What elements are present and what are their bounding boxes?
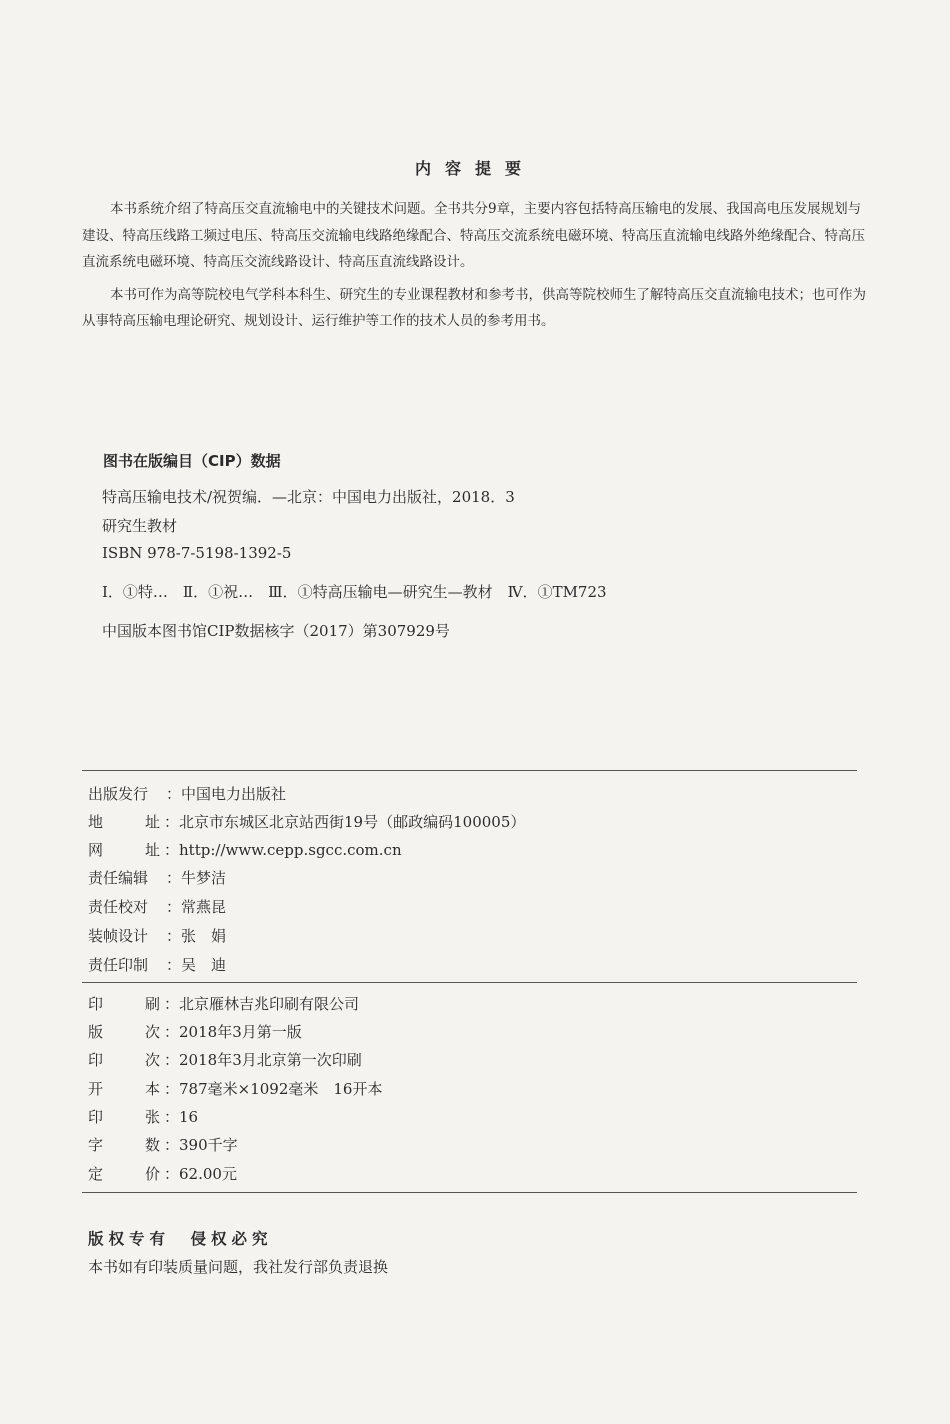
print-supervisor-row: 责任印制 ：吴 迪	[88, 953, 226, 977]
edition-value: 2018年3月第一版	[179, 1023, 302, 1041]
print-supervisor-label: 责任印制	[88, 956, 149, 974]
cip-line-classification: Ⅰ．①特… Ⅱ．①祝… Ⅲ．①特高压输电—研究生—教材 Ⅳ．①TM723	[102, 583, 607, 601]
impression-row: 印次 ：2018年3月北京第一次印刷	[88, 1048, 362, 1072]
print-supervisor-value: 吴 迪	[181, 956, 227, 974]
copyright-title: 版权专有 侵权必究	[88, 1230, 273, 1248]
cip-line-isbn: ISBN 978-7-5198-1392-5	[102, 544, 292, 562]
proofreader-label: 责任校对	[88, 898, 149, 916]
sheets-label: 印张	[88, 1108, 160, 1126]
price-value: 62.00元	[179, 1165, 237, 1183]
editor-row: 责任编辑 ：牛梦洁	[88, 866, 226, 890]
impression-label: 印次	[88, 1051, 160, 1069]
printer-value: 北京雁林吉兆印刷有限公司	[179, 995, 360, 1013]
designer-value: 张 娟	[181, 927, 227, 945]
edition-row: 版次 ：2018年3月第一版	[88, 1020, 302, 1044]
word-count-label: 字数	[88, 1136, 160, 1154]
proofreader-value: 常燕昆	[181, 898, 227, 916]
website-value: http://www.cepp.sgcc.com.cn	[179, 841, 402, 859]
website-label: 网址	[88, 841, 160, 859]
impression-value: 2018年3月北京第一次印刷	[179, 1051, 362, 1069]
address-label: 地址	[88, 813, 160, 831]
address-row: 地址 ：北京市东城区北京站西街19号（邮政编码100005）	[88, 810, 525, 834]
summary-paragraph: 本书系统介绍了特高压交直流输电中的关键技术问题。全书共分9章，主要内容包括特高压输电的发展、我国高电压发展规划与建设、特高压线路工频过电压、特高压交流输电线路绝缘配合、特高压交流系统电磁环境、特高压直流输电线路外绝缘配合、特高压直流系统电磁环境、特高压交流线路设计、特高压直流线路设计。	[82, 201, 865, 270]
summary-body	[82, 196, 872, 335]
edition-label: 版次	[88, 1023, 160, 1041]
cip-title: 图书在版编目（CIP）数据	[103, 452, 281, 470]
price-row: 定价 ：62.00元	[88, 1162, 237, 1186]
cip-line-series: 研究生教材	[102, 517, 178, 535]
format-value: 787毫米×1092毫米 16开本	[179, 1080, 383, 1098]
sheets-row: 印张 ：16	[88, 1105, 198, 1129]
summary-title: 内容提要	[414, 159, 535, 178]
divider-top	[82, 770, 857, 771]
printer-row: 印刷 ：北京雁林吉兆印刷有限公司	[88, 992, 359, 1016]
address-value: 北京市东城区北京站西街19号（邮政编码100005）	[179, 813, 526, 831]
printer-label: 印刷	[88, 995, 160, 1013]
cip-line-record: 中国版本图书馆CIP数据核字（2017）第307929号	[102, 622, 450, 640]
publisher-row: 出版发行 ：中国电力出版社	[88, 782, 286, 806]
website-row: 网址 ：http://www.cepp.sgcc.com.cn	[88, 838, 402, 862]
format-label: 开本	[88, 1080, 160, 1098]
editor-label: 责任编辑	[88, 869, 149, 887]
cip-line-title: 特高压输电技术/祝贺编．—北京：中国电力出版社，2018．3	[102, 488, 515, 506]
format-row: 开本 ：787毫米×1092毫米 16开本	[88, 1077, 382, 1101]
publisher-value: 中国电力出版社	[181, 785, 287, 803]
divider-bottom	[82, 1192, 857, 1193]
summary-paragraph: 本书可作为高等院校电气学科本科生、研究生的专业课程教材和参考书，供高等院校师生了解特高压交直流输电技术；也可作为从事特高压输电理论研究、规划设计、运行维护等工作的技术人员的参考用书。	[82, 286, 866, 329]
divider-middle	[82, 982, 857, 983]
designer-row: 装帧设计 ：张 娟	[88, 924, 226, 948]
copyright-note: 本书如有印装质量问题，我社发行部负责退换	[88, 1258, 389, 1276]
word-count-row: 字数 ：390千字	[88, 1133, 238, 1157]
sheets-value: 16	[179, 1108, 199, 1126]
proofreader-row: 责任校对 ：常燕昆	[88, 895, 226, 919]
designer-label: 装帧设计	[88, 927, 149, 945]
editor-value: 牛梦洁	[181, 869, 227, 887]
publisher-label: 出版发行	[88, 785, 149, 803]
word-count-value: 390千字	[179, 1136, 238, 1154]
price-label: 定价	[88, 1165, 160, 1183]
